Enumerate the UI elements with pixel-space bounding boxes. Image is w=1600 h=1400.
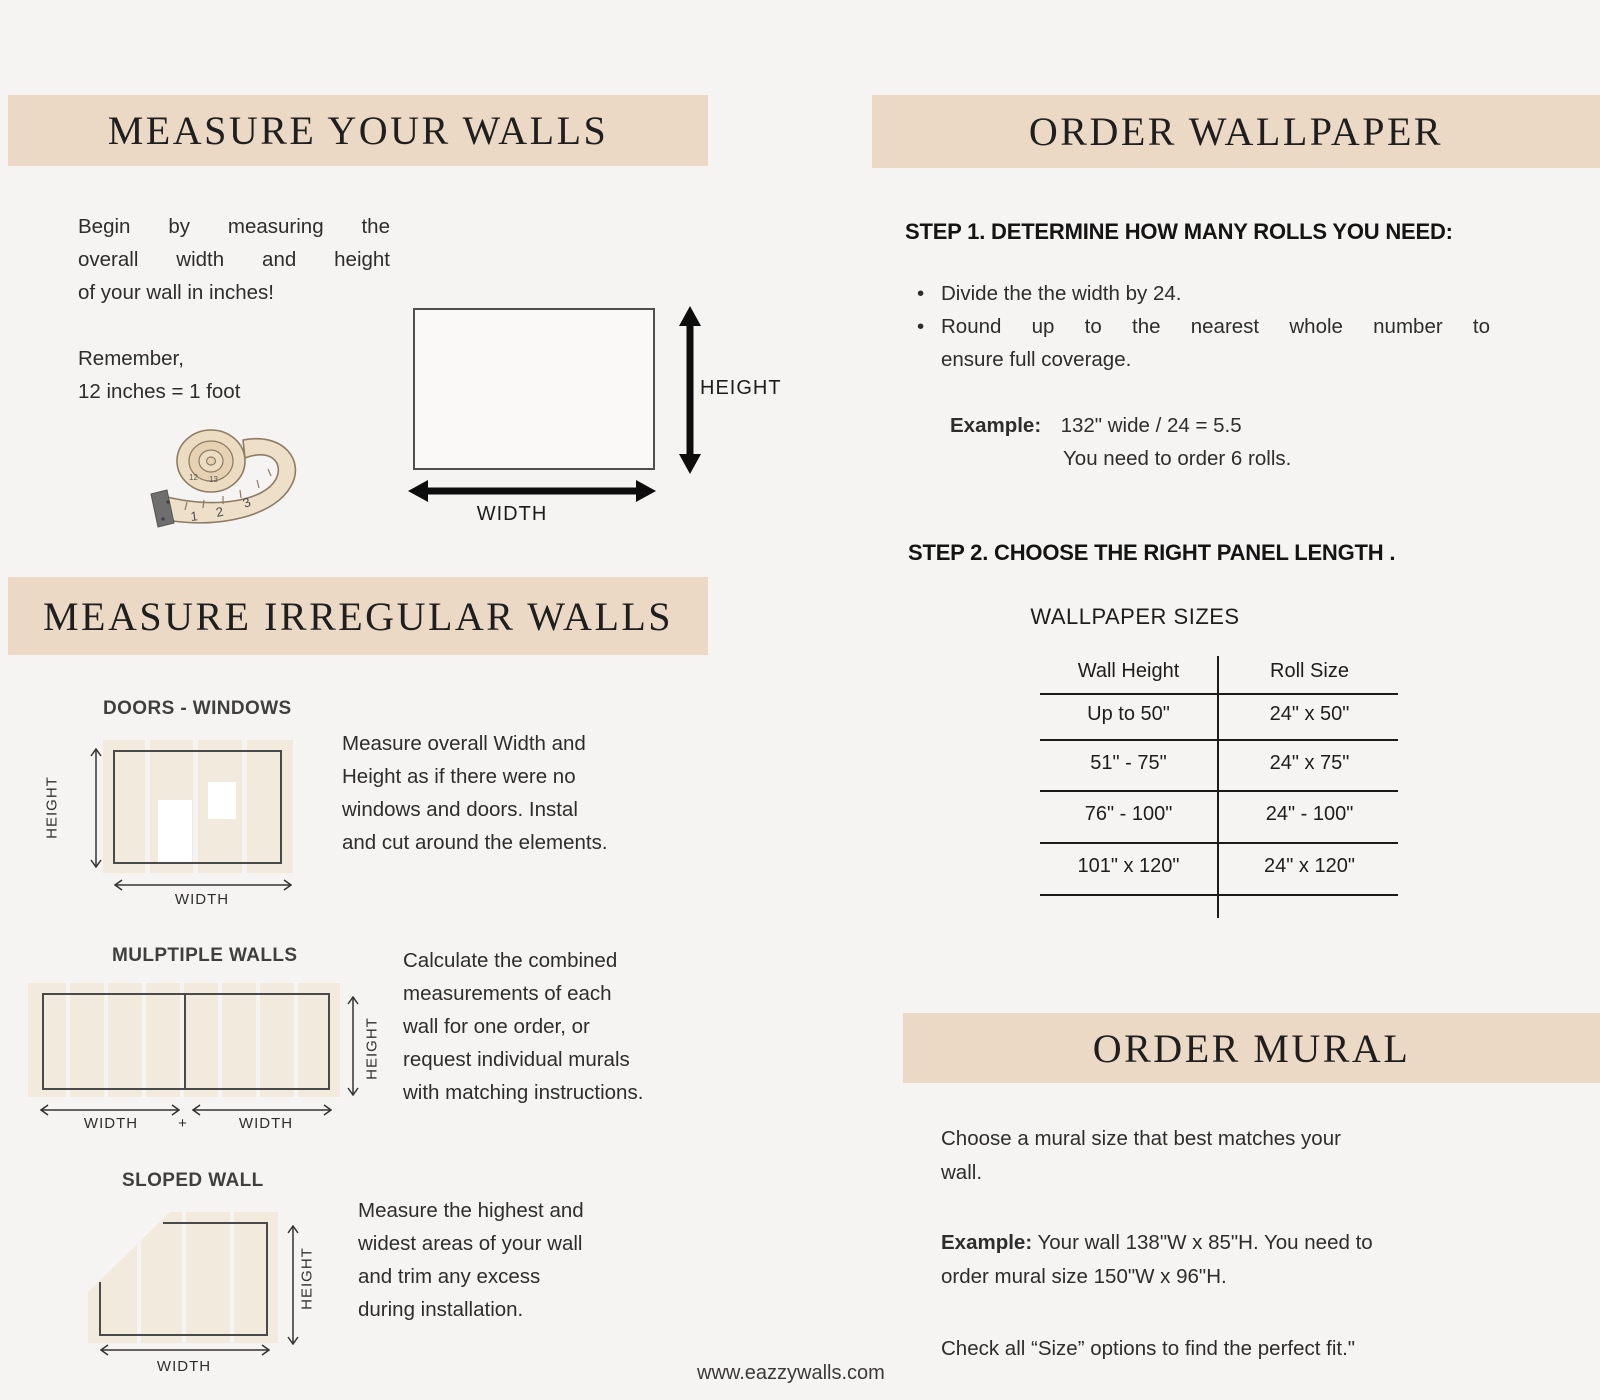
step1-heading: STEP 1. DETERMINE HOW MANY ROLLS YOU NEED: [905,219,1453,244]
doors-windows-diagram [103,740,293,873]
width-arrow-thin [114,879,292,891]
remember-line: Remember, [78,347,184,370]
height-label: HEIGHT [700,377,782,399]
tape-number: 3 [240,494,253,511]
bullet-item: Round up to the nearest whole number to [941,315,1490,338]
table-cell: 24" x 50" [1269,703,1350,725]
bullet-item-continued: ensure full coverage. [941,348,1132,371]
table-cell: 24" x 75" [1269,752,1350,774]
plus-label: + [178,1115,188,1132]
text-line: wall. [941,1161,983,1184]
wall-outline [113,750,282,864]
text-line: wall for one order, or [403,1015,590,1038]
text-line: and cut around the elements. [342,831,608,854]
intro-line: Begin by measuring the [78,215,390,238]
text-line: with matching instructions. [403,1081,644,1104]
sloped-wall-diagram [85,1210,285,1345]
width-label: WIDTH [476,503,548,525]
step2-heading: STEP 2. CHOOSE THE RIGHT PANEL LENGTH . [908,540,1396,565]
example-label: Example: [950,414,1042,437]
width-label: WIDTH [238,1115,294,1132]
window-shape [208,782,236,819]
table-column-divider [1217,656,1219,918]
text-line: request individual murals [403,1048,630,1071]
table-cell: Up to 50" [1087,703,1170,725]
height-arrow-thin [90,748,102,868]
bullet-dot: • [917,315,925,338]
text-line: Height as if there were no [342,765,576,788]
tape-roll-number: 12 [189,473,198,482]
order-wallpaper-band [872,95,1600,168]
intro-paragraph [78,210,390,309]
table-title: WALLPAPER SIZES [1030,604,1240,629]
height-label: HEIGHT [298,1247,316,1310]
height-arrow-thin [347,996,359,1096]
wall-outline [42,993,330,1090]
width-arrow [408,477,656,505]
example-value: 132" wide / 24 = 5.5 [1060,414,1242,437]
width-label: WIDTH [83,1115,139,1132]
order-mural-title: ORDER MURAL [1092,1025,1411,1071]
wallpaper-sizes-table [1040,652,1398,924]
width-arrow-thin [100,1344,270,1356]
text-line: widest areas of your wall [358,1232,583,1255]
intro-line: overall width and height [78,248,390,271]
order-mural-band [903,1013,1600,1083]
multiple-walls-diagram [28,983,340,1097]
table-header-roll-size: Roll Size [1270,660,1349,682]
example-text: Your wall 138"W x 85"H. You need to [1037,1231,1373,1254]
tape-metal-clip [151,490,174,527]
wall-divider-line [184,993,186,1090]
text-line: Measure overall Width and [342,732,586,755]
text-line: during installation. [358,1298,524,1321]
tape-roll-number: 13 [209,475,218,484]
multiple-walls-text [403,944,733,1109]
website-footer: www.eazzywalls.com [697,1362,885,1384]
measure-walls-band [8,95,708,166]
bullet-item: Divide the the width by 24. [941,282,1182,305]
table-cell: 76" - 100" [1084,803,1173,825]
doors-windows-label: DOORS - WINDOWS [103,698,292,719]
text-line: Measure the highest and [358,1199,584,1222]
wall-diagram [413,308,655,470]
measure-walls-title: MEASURE YOUR WALLS [107,108,609,153]
irregular-walls-band [8,577,708,655]
example-label: Example: [941,1231,1033,1254]
sloped-wall-label: SLOPED WALL [122,1170,264,1191]
door-shape [158,800,192,862]
table-cell: 101" x 120" [1077,855,1180,877]
mural-check-text: Check all “Size” options to find the perfect fit." [941,1337,1356,1360]
text-line: Choose a mural size that best matches your [941,1127,1341,1150]
order-wallpaper-title: ORDER WALLPAPER [1028,109,1444,154]
rolls-example [950,409,1242,442]
tape-number: 2 [214,503,225,520]
text-line: measurements of each [403,982,612,1005]
width-label: WIDTH [156,1358,212,1375]
multiple-walls-label: MULPTIPLE WALLS [112,945,298,966]
text-line: Calculate the combined [403,949,618,972]
intro-line: of your wall in inches! [78,281,274,304]
table-header-wall-height: Wall Height [1077,660,1180,682]
sloped-wall-text [358,1194,668,1326]
tape-number: 1 [189,508,199,524]
bullet-dot: • [917,282,925,305]
height-label: HEIGHT [43,776,61,839]
tape-measure-icon [133,424,313,529]
doors-windows-text [342,727,702,859]
mural-choose-text [941,1122,1501,1190]
table-cell: 24" x 120" [1264,855,1355,877]
height-arrow-thin [287,1225,299,1345]
irregular-walls-title: MEASURE IRREGULAR WALLS [42,593,674,639]
rolls-example-result: You need to order 6 rolls. [1063,447,1292,470]
remember-line: 12 inches = 1 foot [78,380,241,403]
example-text-continued: order mural size 150"W x 96"H. [941,1265,1227,1288]
text-line: and trim any excess [358,1265,541,1288]
height-label: HEIGHT [363,1017,381,1080]
mural-example [941,1226,1501,1294]
remember-note [78,342,398,408]
width-label: WIDTH [174,891,230,908]
table-cell: 51" - 75" [1090,752,1167,774]
table-cell: 24" - 100" [1265,803,1354,825]
text-line: windows and doors. Instal [342,798,578,821]
